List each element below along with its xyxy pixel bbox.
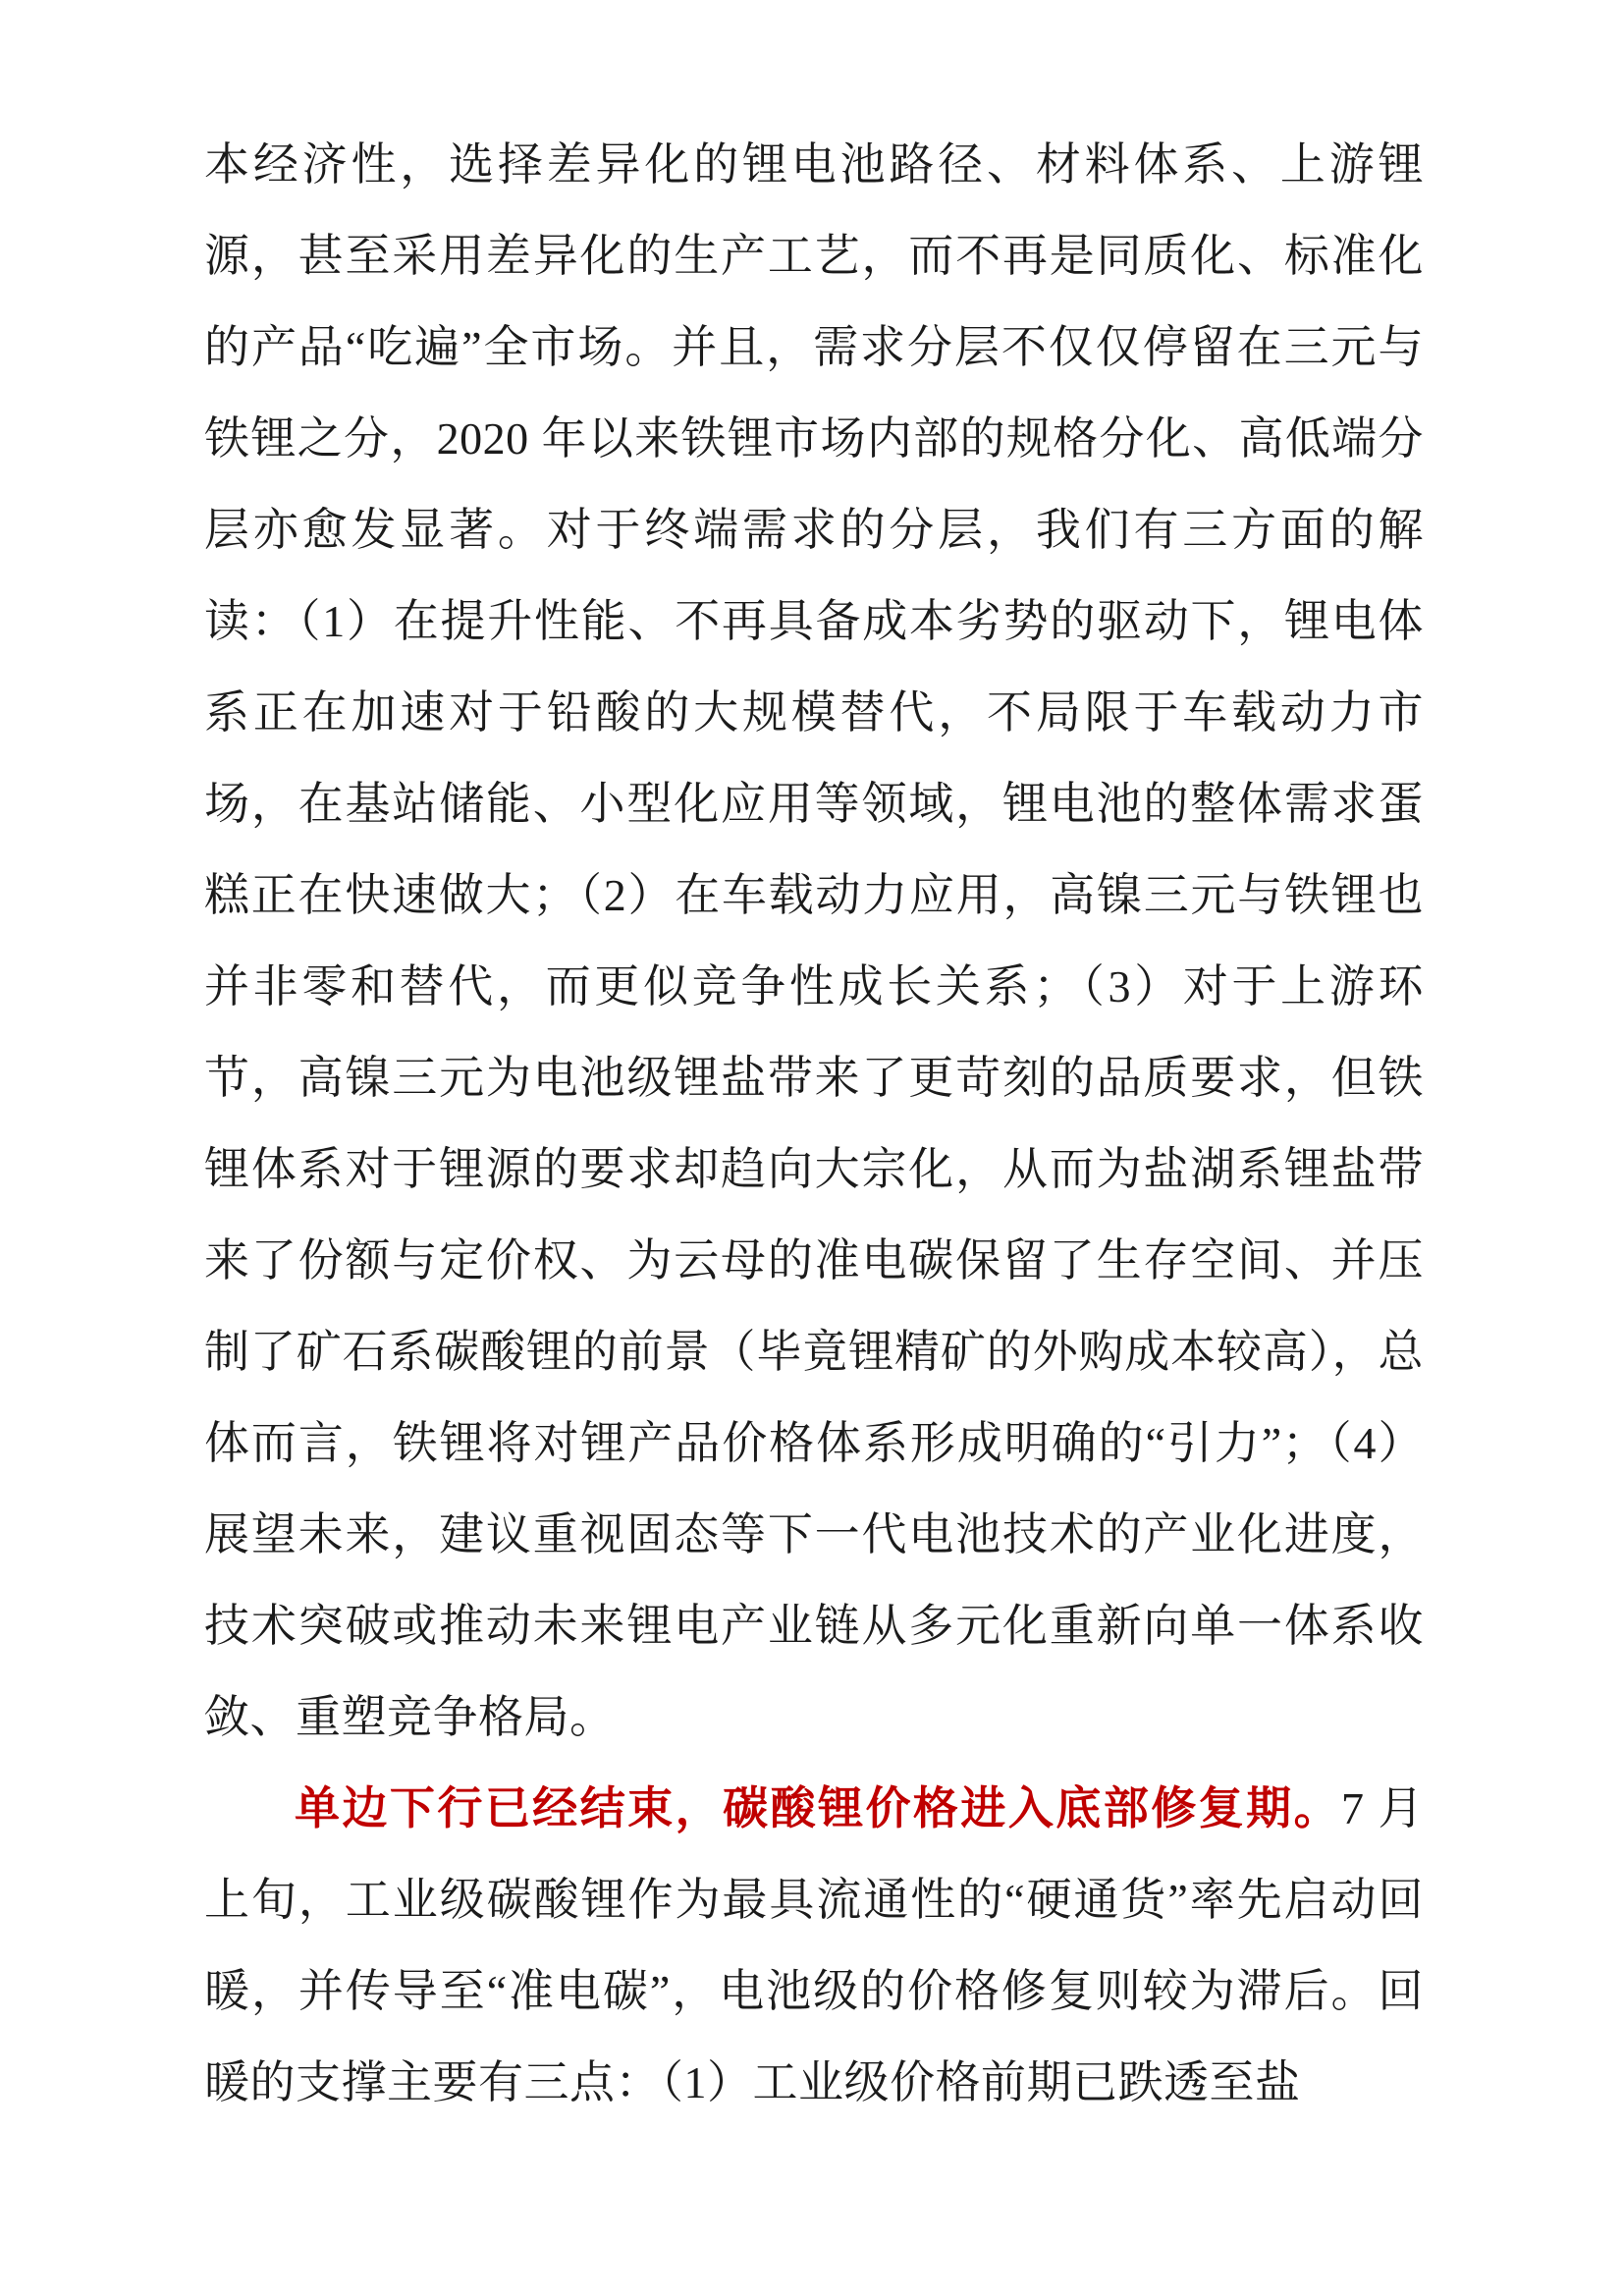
price-recovery-highlight-text: 单边下行已经结束，碳酸锂价格进入底部修复期。 xyxy=(295,1783,1342,1833)
paragraph-continuation-text: 本经济性，选择差异化的锂电池路径、材料体系、上游锂源，甚至采用差异化的生产工艺，而不再是同质化、标准化的产品“吃遍”全市场。并且，需求分层不仅仅停留在三元与铁锂之分，2020 年以来铁锂市场内部的规格分化、高低端分层亦愈发显著。对于终端需求的分层，我们有三方面的解读：（1）在提升性能、不再具备成本劣势的驱动下，锂电体系正在加速对于铅酸的大规模替代，不局限于车载动力市场，在基站储能、小型化应用等领域，锂电池的整体需求蛋糕正在快速做大；（2）在车载动力应用，高镍三元与铁锂也并非零和替代，而更似竞争性成长关系；（3）对于上游环节，高镍三元为电池级锂盐带来了更苛刻的品质要求，但铁锂体系对于锂源的要求却趋向大宗化，从而为盐湖系锂盐带来了份额与定价权、为云母的准电碳保留了生存空间、并压制了矿石系碳酸锂的前景（毕竟锂精矿的外购成本较高），总体而言，铁锂将对锂产品价格体系形成明确的“引力”；（4）展望未来，建议重视固态等下一代电池技术的产业化进度，技术突破或推动未来锂电产业链从多元化重新向单一体系收敛、重塑竞争格局。 xyxy=(204,139,1424,1742)
paragraph-demand-stratification xyxy=(204,119,1424,1763)
price-recovery-body-text: 7 月上旬，工业级碳酸锂作为最具流通性的“硬通货”率先启动回暖，并传导至“准电碳”，电池级的价格修复则较为滞后。回暖的支撑主要有三点：（1）工业级价格前期已跌透至盐 xyxy=(204,1783,1425,2107)
paragraph-price-bottom-recovery xyxy=(204,1763,1424,2128)
